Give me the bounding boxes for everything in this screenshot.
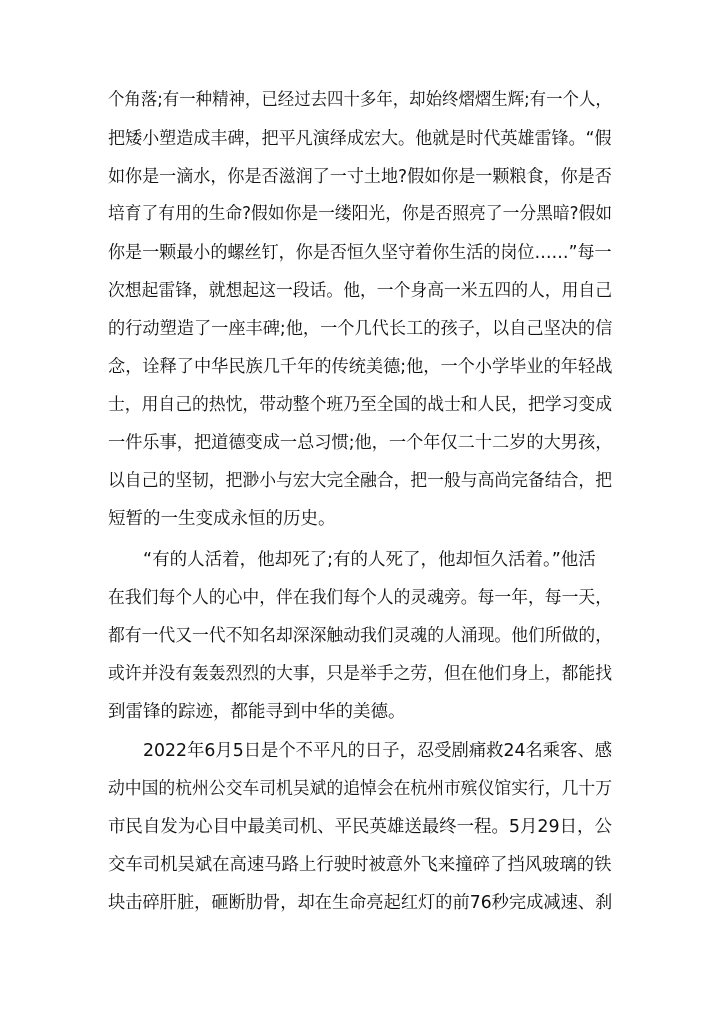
paragraph-3-line-5: 块击碎肝脏，砸断肋骨，却在生命亮起红灯的前76秒完成减速、刹 [108, 893, 613, 913]
paragraph-1-line-12: 短暂的一生变成永恒的历史。 [108, 509, 336, 529]
paragraph-1-line-5: 你是一颗最小的螺丝钉，你是否恒久坚守着你生活的岗位……”每一 [108, 243, 612, 263]
paragraph-1-line-4: 培育了有用的生命?假如你是一缕阳光，你是否照亮了一分黑暗?假如 [108, 204, 613, 224]
paragraph-3-line-2: 动中国的杭州公交车司机吴斌的追悼会在杭州市殡仪馆实行，几十万 [108, 779, 612, 799]
paragraph-2-line-3: 都有一代又一代不知名却深深触动我们灵魂的人涌现。他们所做的， [108, 626, 612, 646]
paragraph-1-line-10: 一件乐事，把道德变成一总习惯;他，一个年仅二十二岁的大男孩， [108, 433, 613, 453]
paragraph-3-line-4: 交车司机吴斌在高速马路上行驶时被意外飞来撞碎了挡风玻璃的铁 [108, 855, 612, 875]
paragraph-1-line-1: 个角落;有一种精神，已经过去四十多年，却始终熠熠生辉;有一个人， [108, 90, 612, 110]
paragraph-1-line-6: 次想起雷锋，就想起这一段话。他，一个身高一米五四的人，用自己 [108, 281, 612, 301]
paragraph-2-line-5: 到雷锋的踪迹，都能寻到中华的美德。 [108, 702, 406, 722]
paragraph-1-line-7: 的行动塑造了一座丰碑;他，一个几代长工的孩子，以自己坚决的信 [108, 319, 613, 339]
paragraph-3-line-3: 市民自发为心目中最美司机、平民英雄送最终一程。5月29日，公 [108, 817, 612, 837]
paragraph-3-line-1: 2022年6月5日是个不平凡的日子，忍受剧痛救24名乘客、感 [143, 741, 613, 761]
paragraph-1-line-9: 士，用自己的热忱，带动整个班乃至全国的战士和人民，把学习变成 [108, 395, 612, 415]
paragraph-1-line-2: 把矮小塑造成丰碑，把平凡演绎成宏大。他就是时代英雄雷锋。“假 [108, 129, 612, 149]
paragraph-1-line-11: 以自己的坚韧，把渺小与宏大完全融合，把一般与高尚完备结合，把 [108, 471, 612, 491]
paragraph-2-line-2: 在我们每个人的心中，伴在我们每个人的灵魂旁。每一年，每一天， [108, 588, 612, 608]
paragraph-2-line-1: “有的人活着，他却死了;有的人死了，他却恒久活着。”他活 [143, 550, 596, 570]
paragraph-1-line-3: 如你是一滴水，你是否滋润了一寸土地?假如你是一颗粮食，你是否 [108, 167, 612, 187]
paragraph-1-line-8: 念，诠释了中华民族几千年的传统美德;他，一个小学毕业的年轻战 [108, 357, 613, 377]
paragraph-2-line-4: 或许并没有轰轰烈烈的大事，只是举手之劳，但在他们身上，都能找 [108, 664, 612, 684]
